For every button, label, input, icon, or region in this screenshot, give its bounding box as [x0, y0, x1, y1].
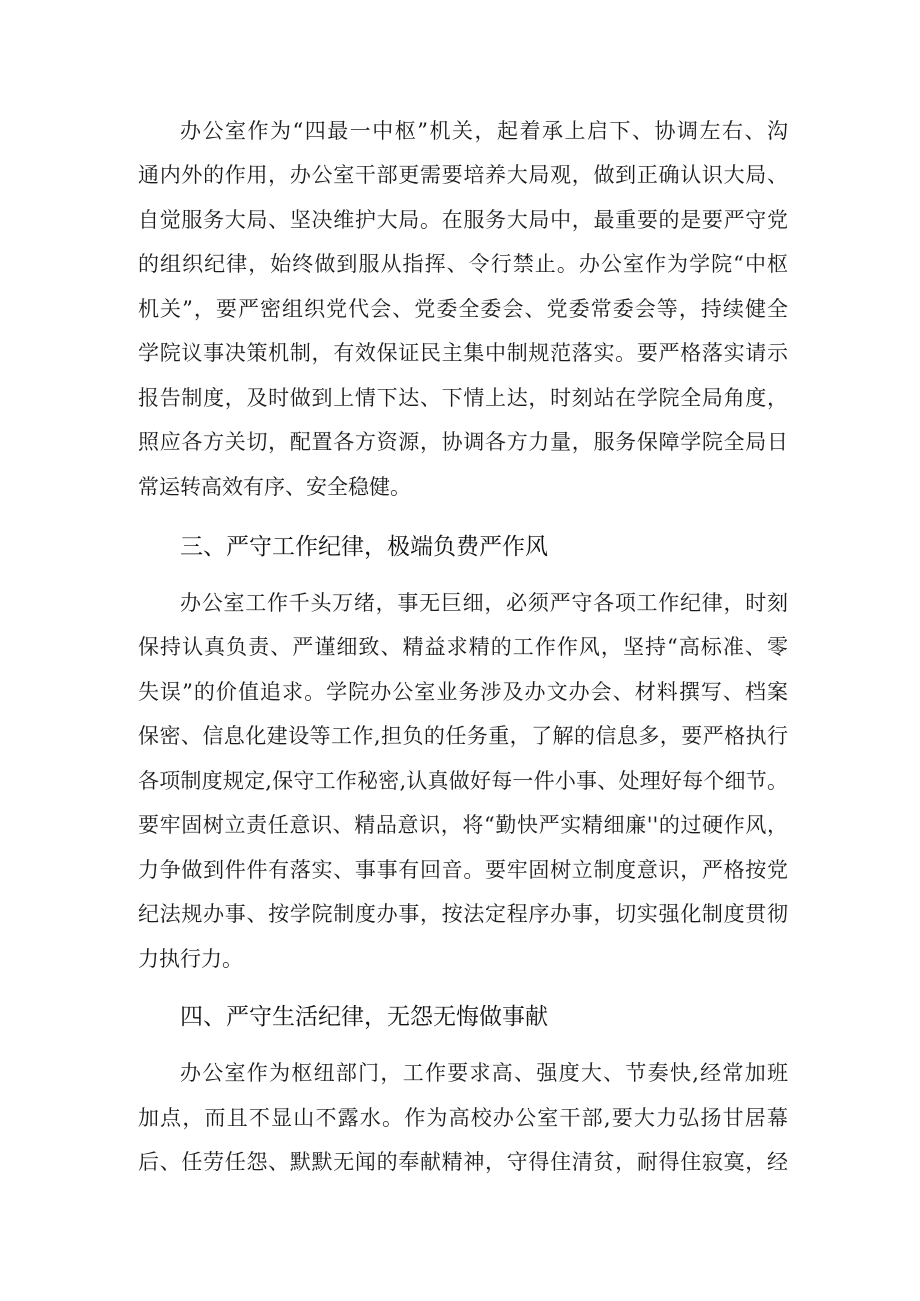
paragraph-line: 学院议事决策机制，有效保证民主集中制规范落实。要严格落实请示: [138, 341, 788, 365]
paragraph-line: 保密、信息化建设等工作,担负的任务重，了解的信息多，要严格执行: [138, 724, 788, 748]
paragraph-line: 力执行力。: [138, 947, 243, 971]
paragraph-line: 力争做到件件有落实、事事有回音。要牢固树立制度意识，严格按党: [138, 858, 788, 882]
paragraph-line: 办公室工作千头万绪，事无巨细，必须严守各项工作纪律，时刻: [180, 591, 788, 615]
paragraph-line: 常运转高效有序、安全稳健。: [138, 475, 411, 499]
paragraph-line: 失误”的价值追求。学院办公室业务涉及办文办会、材料撰写、档案: [138, 680, 788, 704]
paragraph-line: 后、任劳任怨、默默无闻的奉献精神，守得住清贫，耐得住寂寞，经: [138, 1150, 788, 1174]
paragraph-line: 报告制度，及时做到上情下达、下情上达，时刻站在学院全局角度，: [138, 386, 788, 410]
paragraph-line: 通内外的作用，办公室干部更需要培养大局观，做到正确认识大局、: [138, 163, 788, 187]
section-heading: 三、严守工作纪律，极端负费严作风: [180, 534, 548, 560]
paragraph-line: 办公室作为“四最一中枢”机关，起着承上启下、协调左右、沟: [180, 119, 788, 143]
paragraph-line: 加点，而且不显山不露水。作为高校办公室干部,要大力弘扬甘居幕: [138, 1106, 788, 1130]
paragraph-line: 的组织纪律，始终做到服从指挥、令行禁止。办公室作为学院“中枢: [138, 252, 788, 276]
paragraph-line: 要牢固树立责任意识、精品意识，将“勤快严实精细廉''的过硬作风，: [138, 813, 788, 837]
paragraph-line: 照应各方关切，配置各方资源，协调各方力量，服务保障学院全局日: [138, 430, 788, 454]
paragraph-line: 自觉服务大局、坚决维护大局。在服务大局中，最重要的是要严守党: [138, 208, 788, 232]
paragraph-line: 机关”，要严密组织党代会、党委全委会、党委常委会等，持续健全: [138, 297, 788, 321]
paragraph-line: 纪法规办事、按学院制度办事，按法定程序办事，切实强化制度贯彻: [138, 902, 788, 926]
paragraph-line: 各项制度规定,保守工作秘密,认真做好每一件小事、处理好每个细节。: [138, 769, 788, 793]
paragraph-line: 保持认真负责、严谨细致、精益求精的工作作风，坚持“高标准、零: [138, 635, 788, 659]
paragraph-line: 办公室作为枢纽部门，工作要求高、强度大、节奏快,经常加班: [180, 1061, 788, 1085]
section-heading: 四、严守生活纪律，无怨无悔做事献: [180, 1004, 548, 1030]
